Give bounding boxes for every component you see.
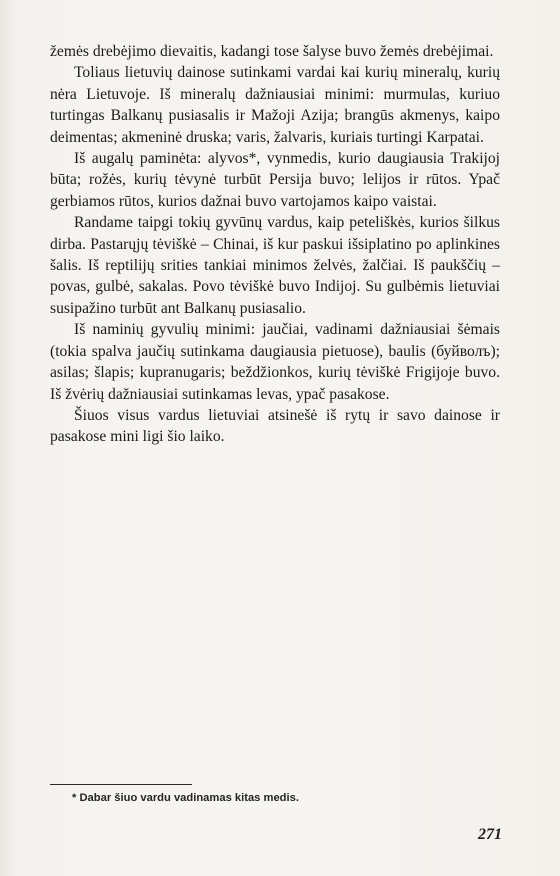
footnote: * Dabar šiuo vardu vadinamas kitas medis. xyxy=(72,792,299,804)
body-text xyxy=(50,41,500,448)
paragraph-minerals: Toliaus lietuvių dainose sutinkami vardai kai kurių mineralų, kurių nėra Lietuvoje. Iš mineralų dažniausiai minimi: murmulas, kuriuo turtingas Balkanų pusiasalis ir Mažoji Azija; brangūs akmenys, kaipo deimentas; akmeninė druska; varis, žalvaris, kuriais turtingi Karpatai. xyxy=(50,64,500,146)
paragraph-domestic-animals: Iš naminių gyvulių minimi: jaučiai, vadinami dažniausiai šėmais (tokia spalva jaučių sutinkama daugiausia pietuose), baulis (буйволъ); asilas; šlapis; kupranugaris; beždžionkos, kurių tėviškė Frigijoje buvo. Iš žvėrių dažniausiai sutinkamas levas, ypač pasakose. xyxy=(50,321,500,403)
paragraph-conclusion: Šiuos visus vardus lietuviai atsinešė iš rytų ir savo dainose ir pasakose mini ligi šio laiko. xyxy=(50,406,500,446)
paragraph-animals: Randame taipgi tokių gyvūnų vardus, kaip peteliškės, kurios šilkus dirba. Pastarųjų tėviškė – Chinai, iš kur paskui išsiplatino po aplinkines šalis. Iš reptilijų srities tankiai minimos želvės, žalčiai. Iš paukščių – povas, gulbė, sakalas. Povo tėviškė buvo Indijoj. Su gulbėmis lietuviai susipažino turbūt ant Balkanų pusiasalio. xyxy=(50,214,500,317)
paragraph-plants: Iš augalų paminėta: alyvos*, vynmedis, kurio daugiausia Trakijoj būta; rožės, kurių tėvynė turbūt Persija buvo; lelijos ir rūtos. Ypač gerbiamos rūtos, kurios dažnai buvo vartojamos kaipo vaistai. xyxy=(50,150,500,210)
footnote-divider xyxy=(50,784,192,785)
paragraph-continuation: žemės drebėjimo dievaitis, kadangi tose šalyse buvo žemės drebėjimai. xyxy=(50,43,494,60)
page-number: 271 xyxy=(478,826,502,843)
